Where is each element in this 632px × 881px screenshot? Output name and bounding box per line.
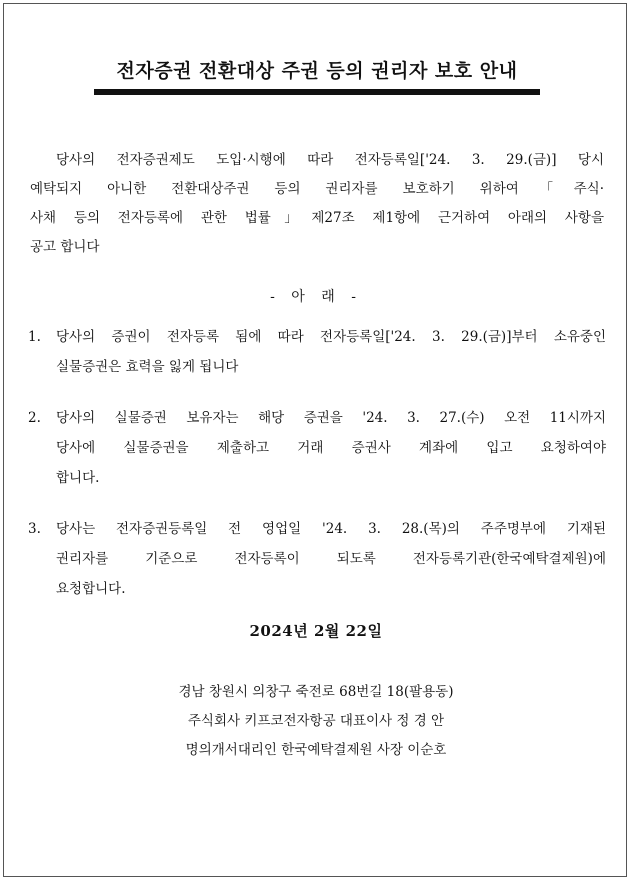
company-address: 경남 창원시 의창구 죽전로 68번길 18(팔용동) [178,684,454,700]
company-representative: 주식회사 키프코전자항공 대표이사 정 경 안 [187,713,445,729]
item-line: 당사에 실물증권을 제출하고 거래 증권사 계좌에 입고 요청하여야 [56,440,606,456]
item-number: 2. [28,410,41,426]
list-item [28,322,606,382]
list-item [28,403,606,493]
transfer-agent: 명의개서대리인 한국예탁결제원 사장 이순호 [185,742,447,758]
signature-block [0,678,632,765]
item-line: 합니다. [56,470,100,486]
item-line: 요청합니다. [56,581,126,597]
list-item [28,514,606,604]
item-number: 3. [28,521,41,537]
section-heading: - 아 래 - [270,289,362,305]
notice-date: 2024년 2월 22일 [249,622,383,640]
item-line: 실물증권은 효력을 잃게 됩니다 [56,359,239,375]
intro-line: 예탁되지 아니한 전환대상주권 등의 권리자를 보호하기 위하여「주식· [30,181,604,197]
intro-line: 당사의 전자증권제도 도입·시행에 따라 전자등록일['24. 3. 29.(금)] 당시 [56,152,604,168]
item-line: 당사는 전자증권등록일 전 영업일 '24. 3. 28.(목)의 주주명부에 기재된 [56,521,606,537]
intro-line: 사채 등의 전자등록에 관한 법률」제27조 제1항에 근거하여 아래의 사항을 [30,210,604,226]
item-line: 권리자를 기준으로 전자등록이 되도록 전자등록기관(한국예탁결제원)에 [56,551,606,567]
notice-items [28,322,606,625]
item-line: 당사의 실물증권 보유자는 해당 증권을 '24. 3. 27.(수) 오전 11시까지 [56,410,606,426]
item-number: 1. [28,329,41,345]
notice-title: 전자증권 전환대상 주권 등의 권리자 보호 안내 [116,60,518,82]
item-line: 당사의 증권이 전자등록 됨에 따라 전자등록일['24. 3. 29.(금)]부터 소유중인 [56,329,606,345]
intro-line: 공고 합니다 [30,239,100,255]
intro-paragraph [30,146,604,262]
title-underline [94,89,540,95]
